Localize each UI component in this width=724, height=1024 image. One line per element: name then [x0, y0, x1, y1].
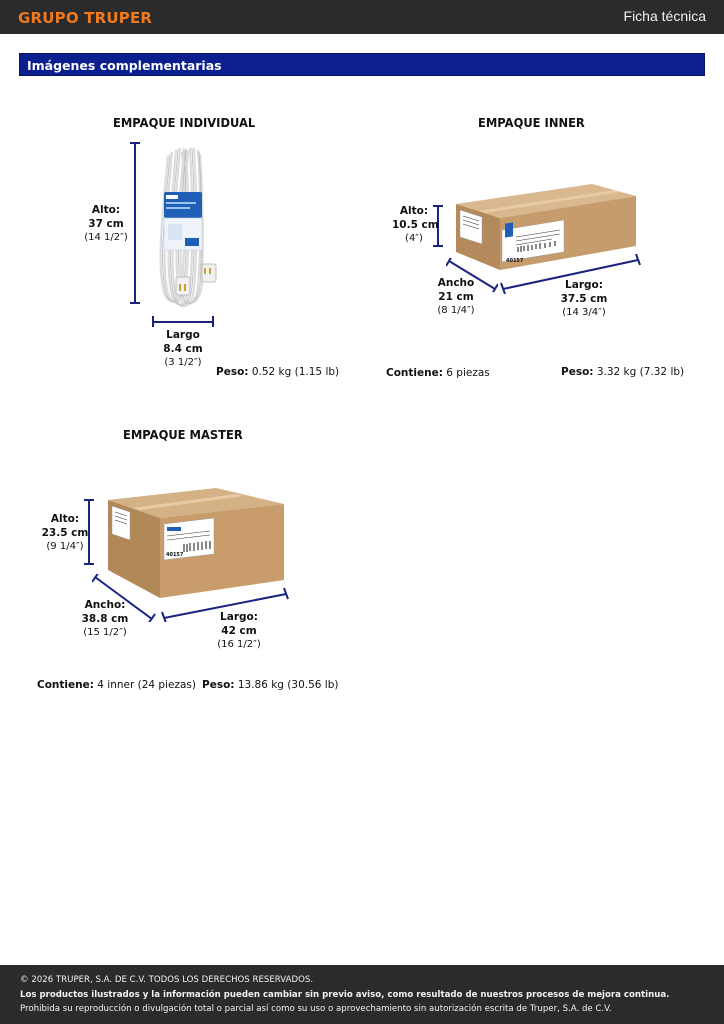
master-height-label: [40, 512, 90, 554]
inner-length-value: 37.5 cm: [560, 293, 608, 305]
master-height-caption: Alto:: [50, 513, 80, 525]
inner-width-label: [434, 276, 478, 318]
inner-length-caption: Largo:: [565, 279, 603, 291]
master-width-label: [80, 598, 130, 640]
inner-height-value: 10.5 cm: [392, 219, 439, 231]
master-contents-label: Contiene:: [37, 679, 94, 691]
footer-copyright: © 2026 TRUPER, S.A. DE C.V. TODOS LOS DERECHOS RESERVADOS.: [20, 975, 314, 985]
inner-height-caption: Alto:: [399, 205, 429, 217]
master-weight-label: Peso:: [202, 679, 235, 691]
inner-height-label: [392, 204, 439, 246]
individual-length-caption: Largo: [166, 329, 200, 341]
individual-weight: [216, 366, 339, 378]
master-height-value: 23.5 cm: [41, 527, 89, 539]
master-contents-value: 4 inner (24 piezas): [97, 679, 196, 691]
individual-weight-label: Peso:: [216, 366, 249, 378]
inner-contents-value: 6 piezas: [446, 367, 490, 379]
inner-width-value: 21 cm: [438, 291, 474, 303]
inner-height-imperial: (4″): [405, 233, 423, 244]
inner-weight: [561, 366, 684, 378]
inner-weight-label: Peso:: [561, 366, 594, 378]
section-header-bar: [19, 53, 705, 76]
master-length-label: [214, 610, 264, 652]
inner-width-caption: Ancho: [437, 277, 475, 289]
inner-length-imperial: (14 3/4″): [562, 307, 606, 318]
individual-length-dimension-line: [151, 314, 215, 328]
extension-cord-product-image: [146, 142, 226, 320]
individual-length-label: [158, 328, 208, 370]
top-header-bar: [0, 0, 724, 34]
individual-length-imperial: (3 1/2″): [164, 357, 202, 368]
master-height-imperial: (9 1/4″): [46, 541, 84, 552]
inner-contents-label: Contiene:: [386, 367, 443, 379]
individual-height-value: 37 cm: [88, 218, 124, 230]
master-box-code: 40157: [166, 552, 184, 558]
section-title: Imágenes complementarias: [27, 58, 222, 73]
footer-change-notice: Los productos ilustrados y la información pueden cambiar sin previo aviso, como resultado de nuestros procesos de mejora continua.: [20, 990, 670, 1000]
master-weight-value: 13.86 kg (30.56 lb): [237, 679, 339, 691]
individual-height-label: [82, 203, 130, 245]
individual-height-caption: Alto:: [91, 204, 121, 216]
individual-length-value: 8.4 cm: [163, 343, 203, 355]
master-width-value: 38.8 cm: [81, 613, 129, 625]
master-contents: [37, 679, 196, 691]
inner-length-label: [558, 278, 610, 320]
individual-package-title: EMPAQUE INDIVIDUAL: [113, 115, 256, 130]
inner-weight-value: 3.32 kg (7.32 lb): [596, 366, 685, 378]
footer-prohibition-notice: Prohibida su reproducción o divulgación total o parcial así como su uso o aprovechamiento sin autorización escrita de Truper, S.A. de C.V.: [20, 1004, 612, 1014]
master-weight: [202, 679, 338, 691]
individual-height-imperial: (14 1/2″): [84, 232, 128, 243]
inner-contents: [386, 367, 490, 379]
document-type-label: Ficha técnica: [623, 8, 706, 24]
master-length-imperial: (16 1/2″): [217, 639, 261, 650]
master-width-caption: Ancho:: [84, 599, 126, 611]
master-width-imperial: (15 1/2″): [83, 627, 127, 638]
inner-box-code: 40157: [506, 258, 524, 264]
individual-height-dimension-line: [128, 142, 142, 304]
individual-weight-value: 0.52 kg (1.15 lb): [251, 366, 340, 378]
master-package-title: EMPAQUE MASTER: [123, 427, 243, 442]
master-length-caption: Largo:: [220, 611, 258, 623]
inner-package-title: EMPAQUE INNER: [478, 115, 585, 130]
inner-width-imperial: (8 1/4″): [437, 305, 475, 316]
page-footer: [0, 965, 724, 1024]
master-length-value: 42 cm: [221, 625, 257, 637]
grupo-truper-logo[interactable]: GRUPO TRUPER: [18, 9, 153, 27]
